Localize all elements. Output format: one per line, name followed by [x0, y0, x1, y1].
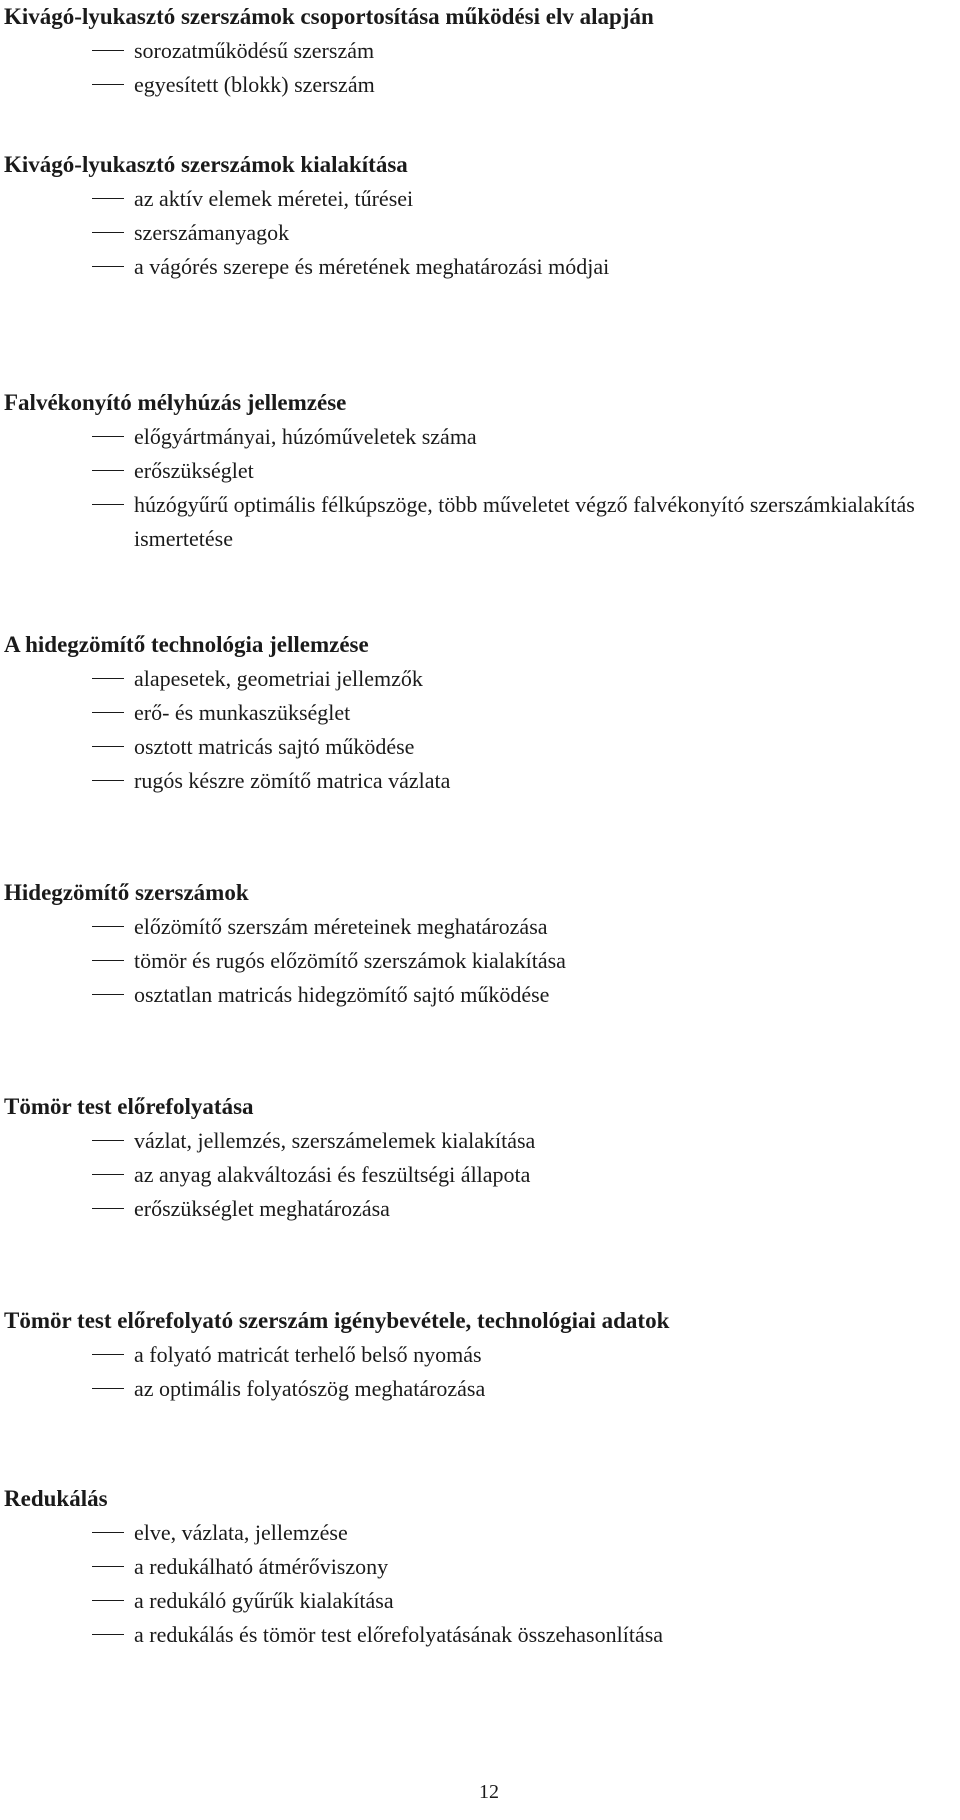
list-item: alapesetek, geometriai jellemzők — [4, 662, 450, 696]
dash-bullet — [92, 780, 124, 781]
list-item: az aktív elemek méretei, tűrései — [4, 182, 609, 216]
list-item: a vágórés szerepe és méretének meghatározási módjai — [4, 250, 609, 284]
section-heading: Redukálás — [4, 1486, 108, 1511]
dash-bullet — [92, 1140, 124, 1141]
list-item: rugós készre zömítő matrica vázlata — [4, 764, 450, 798]
dash-bullet — [92, 266, 124, 267]
dash-bullet — [92, 678, 124, 679]
section-punching-tools-design — [4, 148, 609, 284]
section-heading: Kivágó-lyukasztó szerszámok kialakítása — [4, 152, 408, 177]
list-item: a redukálás és tömör test előrefolyatásának összehasonlítása — [4, 1618, 663, 1652]
page-number: 12 — [479, 1781, 499, 1803]
section-wall-thinning-deep-drawing — [4, 386, 956, 556]
list-item: szerszámanyagok — [4, 216, 609, 250]
section-heading: Hidegzömítő szerszámok — [4, 880, 249, 905]
dash-bullet — [92, 994, 124, 995]
dash-bullet — [92, 470, 124, 471]
list-item: osztatlan matricás hidegzömítő sajtó működése — [4, 978, 566, 1012]
dash-bullet — [92, 232, 124, 233]
dash-bullet — [92, 746, 124, 747]
list-item: osztott matricás sajtó működése — [4, 730, 450, 764]
list-item: a folyató matricát terhelő belső nyomás — [4, 1338, 669, 1372]
dash-bullet — [92, 1174, 124, 1175]
dash-bullet — [92, 1354, 124, 1355]
list-item: húzógyűrű optimális félkúpszöge, több műveletet végző falvékonyító szerszámkialakítás ismertetése — [4, 488, 956, 556]
dash-bullet — [92, 1600, 124, 1601]
section-heading: Tömör test előrefolyatása — [4, 1094, 254, 1119]
list-item: a redukáló gyűrűk kialakítása — [4, 1584, 663, 1618]
dash-bullet — [92, 712, 124, 713]
dash-bullet — [92, 436, 124, 437]
section-punching-tools-classification — [4, 0, 654, 102]
list-item: vázlat, jellemzés, szerszámelemek kialakítása — [4, 1124, 535, 1158]
list-item: tömör és rugós előzömítő szerszámok kialakítása — [4, 944, 566, 978]
list-item: sorozatműködésű szerszám — [4, 34, 654, 68]
section-solid-forward-extrusion — [4, 1090, 535, 1226]
dash-bullet — [92, 1208, 124, 1209]
list-item: erőszükséglet meghatározása — [4, 1192, 535, 1226]
list-item: az optimális folyatószög meghatározása — [4, 1372, 669, 1406]
section-extrusion-tool-loading — [4, 1304, 669, 1406]
list-item: előzömítő szerszám méreteinek meghatározása — [4, 910, 566, 944]
section-heading: Kivágó-lyukasztó szerszámok csoportosítása működési elv alapján — [4, 4, 654, 29]
dash-bullet — [92, 1566, 124, 1567]
dash-bullet — [92, 504, 124, 505]
list-item: elve, vázlata, jellemzése — [4, 1516, 663, 1550]
dash-bullet — [92, 960, 124, 961]
dash-bullet — [92, 926, 124, 927]
list-item: erő- és munkaszükséglet — [4, 696, 450, 730]
section-reduction — [4, 1482, 663, 1652]
dash-bullet — [92, 84, 124, 85]
dash-bullet — [92, 1388, 124, 1389]
list-item: előgyártmányai, húzóműveletek száma — [4, 420, 956, 454]
section-heading: A hidegzömítő technológia jellemzése — [4, 632, 369, 657]
dash-bullet — [92, 50, 124, 51]
section-heading: Tömör test előrefolyató szerszám igénybevétele, technológiai adatok — [4, 1308, 670, 1333]
section-heading: Falvékonyító mélyhúzás jellemzése — [4, 390, 347, 415]
dash-bullet — [92, 198, 124, 199]
dash-bullet — [92, 1634, 124, 1635]
list-item: a redukálható átmérőviszony — [4, 1550, 663, 1584]
list-item: az anyag alakváltozási és feszültségi állapota — [4, 1158, 535, 1192]
section-cold-heading-tools — [4, 876, 566, 1012]
list-item: egyesített (blokk) szerszám — [4, 68, 654, 102]
list-item: erőszükséglet — [4, 454, 956, 488]
section-cold-heading-technology — [4, 628, 450, 798]
dash-bullet — [92, 1532, 124, 1533]
